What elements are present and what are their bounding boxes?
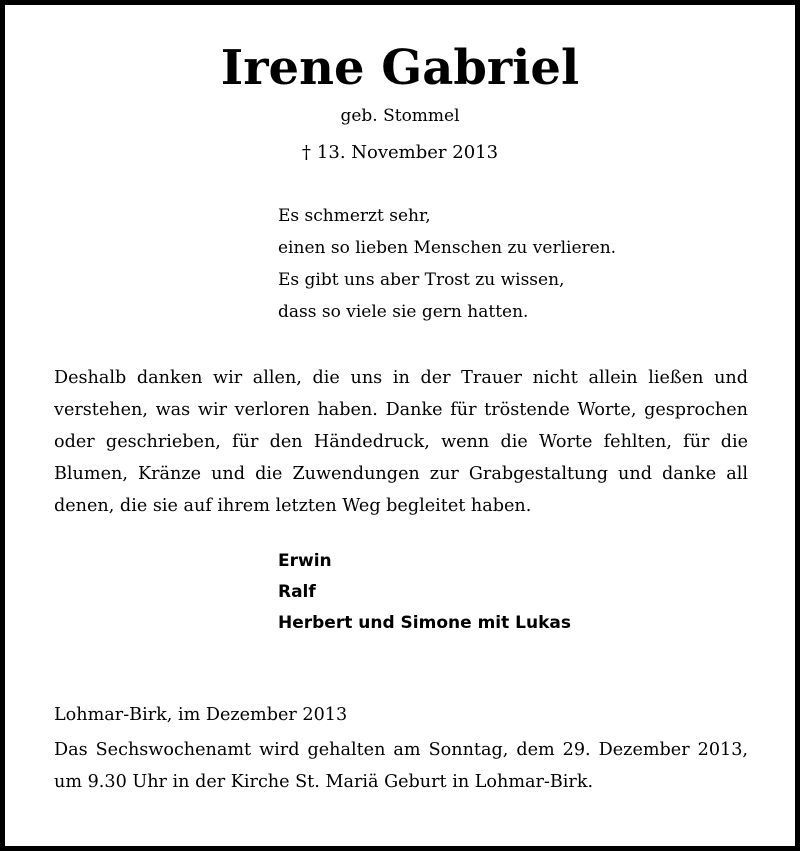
poem xyxy=(278,200,738,328)
cross-icon: † xyxy=(301,142,311,163)
maiden-name: geb. Stommel xyxy=(340,106,460,126)
poem-line: dass so viele sie gern hatten. xyxy=(278,302,529,322)
signature-line: Herbert und Simone mit Lukas xyxy=(278,613,571,633)
signature-line: Ralf xyxy=(278,582,316,602)
death-date-line xyxy=(0,140,800,166)
death-date: 13. November 2013 xyxy=(316,142,499,163)
signature-line: Erwin xyxy=(278,551,332,571)
service-announcement: Das Sechswochenamt wird gehalten am Sonntag, dem 29. Dezember 2013, um 9.30 Uhr in der Kirche St. Mariä Geburt in Lohmar-Birk. xyxy=(54,740,748,792)
poem-line: Es schmerzt sehr, xyxy=(278,206,431,226)
place-and-date: Lohmar-Birk, im Dezember 2013 xyxy=(54,705,348,725)
poem-line: einen so lieben Menschen zu verlieren. xyxy=(278,238,617,258)
signatures xyxy=(278,546,738,639)
deceased-name: Irene Gabriel xyxy=(220,40,580,96)
poem-line: Es gibt uns aber Trost zu wissen, xyxy=(278,270,565,290)
thanks-paragraph: Deshalb danken wir allen, die uns in der Trauer nicht allein ließen und verstehen, was wir verloren haben. Danke für tröstende Worte, gesprochen oder geschrieben, für den Händedruck, wenn die Worte fehlten, für die Blumen, Kränze und die Zuwendungen zur Grabgestaltung und danke all denen, die sie auf ihrem letzten Weg begleitet haben. xyxy=(54,368,748,516)
